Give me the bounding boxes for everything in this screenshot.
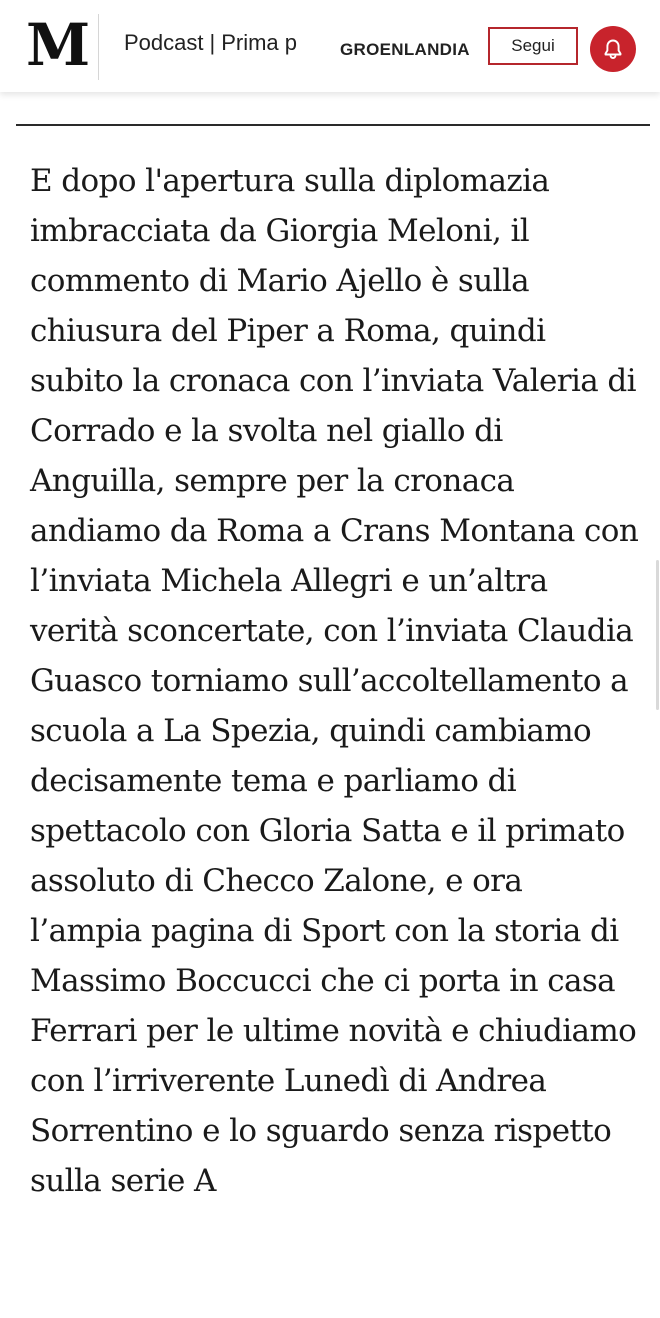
- site-header: [0, 0, 660, 92]
- follow-button[interactable]: Segui: [488, 27, 578, 65]
- bell-icon: [601, 37, 625, 61]
- nav-item-podcast[interactable]: Podcast: [124, 30, 204, 55]
- scrollbar[interactable]: [656, 560, 659, 710]
- section-label[interactable]: GROENLANDIA: [340, 40, 470, 59]
- section-divider: [16, 124, 650, 126]
- notifications-button[interactable]: [590, 26, 636, 72]
- nav-item-prima-pagina[interactable]: Prima p: [221, 30, 298, 55]
- site-logo[interactable]: M: [26, 11, 89, 79]
- article-body: E dopo l'apertura sulla diplomazia imbracciata da Giorgia Meloni, il commento di Mario Ajello è sulla chiusura del Piper a Roma, quindi subito la cronaca con l’inviata Valeria di Corrado e la svolta nel giallo di Anguilla, sempre per la cronaca andiamo da Roma a Crans Montana con l’inviata Michela Allegri e un’altra verità sconcertate, con l’inviata Claudia Guasco torniamo sull’accoltellamento a scuola a La Spezia, quindi cambiamo decisamente tema e parliamo di spettacolo con Gloria Satta e il primato assoluto di Checco Zalone, e ora l’ampia pagina di Sport con la storia di Massimo Boccucci che ci porta in casa Ferrari per le ultime novità e chiudiamo con l’irriverente Lunedì di Andrea Sorrentino e lo sguardo senza rispetto sulla serie A: [30, 163, 639, 1199]
- header-divider: [98, 14, 99, 80]
- nav-separator: |: [209, 30, 216, 55]
- header-nav: [124, 28, 336, 58]
